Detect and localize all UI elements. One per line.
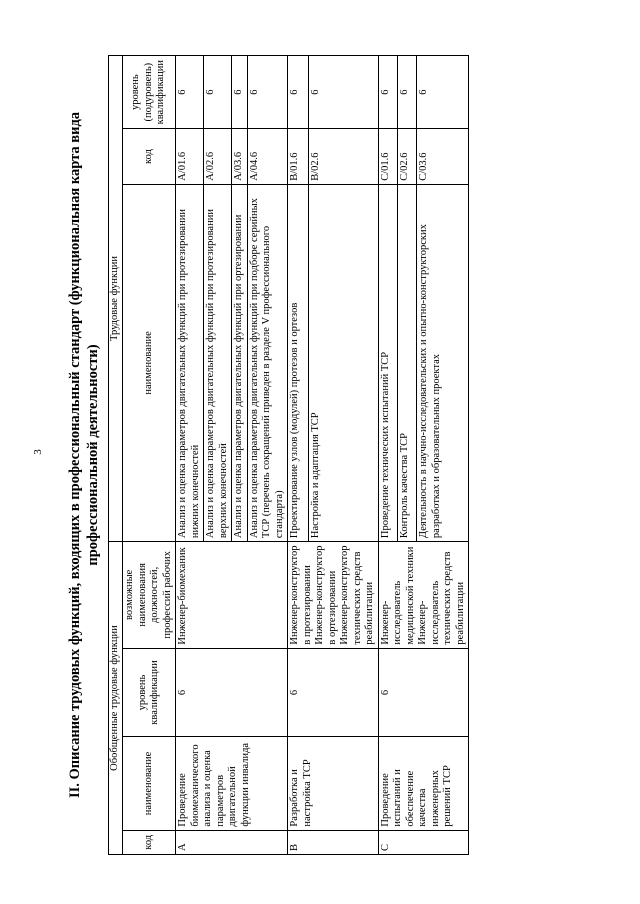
section-title-line-2: профессиональной деятельности) [85,344,101,566]
col-level-header: уровень квалификации [123,648,176,737]
lf-code-cell: C/02.6 [397,129,416,184]
labor-functions-header: Трудовые функции [109,56,123,542]
gf-code-cell: C [378,830,469,854]
col-lf-name-header: наименование [123,184,176,541]
table-row [288,56,309,855]
rotated-page-content [66,55,591,855]
table-row [378,56,397,855]
gf-positions-cell: Инженер-биомеханик [176,542,288,649]
lf-code-cell: A/02.6 [204,129,232,184]
lf-name-cell: Настройка и адаптация ТСР [308,184,378,541]
gf-level-cell: 6 [378,648,469,737]
lf-level-cell: 6 [397,56,416,129]
col-lf-code-header: код [123,129,176,184]
gf-name-cell: Проведение испытаний и обеспечение качества инженерных решений ТСР [378,737,469,830]
generalized-functions-header: Обобщенные трудовые функции [109,542,123,855]
lf-level-cell: 6 [378,56,397,129]
functional-map-table [108,55,469,855]
lf-level-cell: 6 [417,56,469,129]
lf-name-cell: Анализ и оценка параметров двигательных функций при подборе серийных ТСР (перечень сокращений приведен в разделе V профессионального стандарта) [247,184,288,541]
lf-code-cell: A/01.6 [176,129,204,184]
gf-positions-cell: Инженер-исследователь медицинской техники Инженер-исследователь технических средств реабилитации [378,542,469,649]
table-row [176,56,204,855]
lf-level-cell: 6 [176,56,204,129]
lf-code-cell: A/04.6 [247,129,288,184]
gf-name-cell: Проведение биомеханического анализа и оценка параметров двигательной функции инвалида [176,737,288,830]
lf-name-cell: Контроль качества ТСР [397,184,416,541]
lf-level-cell: 6 [232,56,248,129]
gf-level-cell: 6 [176,648,288,737]
gf-name-cell: Разработка и настройка ТСР [288,737,379,830]
lf-code-cell: C/01.6 [378,129,397,184]
lf-name-cell: Анализ и оценка параметров двигательных функций при ортезировании [232,184,248,541]
gf-code-cell: A [176,830,288,854]
lf-code-cell: C/03.6 [417,129,469,184]
gf-level-cell: 6 [288,648,379,737]
lf-level-cell: 6 [247,56,288,129]
lf-level-cell: 6 [288,56,309,129]
lf-name-cell: Проведение технических испытаний ТСР [378,184,397,541]
lf-level-cell: 6 [204,56,232,129]
lf-code-cell: B/01.6 [288,129,309,184]
lf-code-cell: B/02.6 [308,129,378,184]
lf-name-cell: Анализ и оценка параметров двигательных функций при протезировании верхних конечностей [204,184,232,541]
lf-name-cell: Анализ и оценка параметров двигательных функций при протезировании нижних конечностей [176,184,204,541]
col-code-header: код [123,830,176,854]
section-title-line-1: II. Описание трудовых функций, входящих в профессиональный стандарт (функциональная карта вида [67,111,83,799]
col-positions-header: возможные наименования должностей, профессий рабочих [123,542,176,649]
gf-code-cell: B [288,830,379,854]
gf-positions-cell: Инженер-конструктор в протезировании Инженер-конструктор в ортезировании Инженер-конструктор технических средств реабилитации [288,542,379,649]
col-lf-level-header: уровень (подуровень) квалификации [123,56,176,129]
page-number: 3 [31,449,44,455]
section-title [66,55,108,855]
col-name-header: наименование [123,737,176,830]
lf-name-cell: Проектирование узлов (модулей) протезов и ортезов [288,184,309,541]
lf-name-cell: Деятельность в научно-исследовательских и опытно-конструкторских разработках и образовательных проектах [417,184,469,541]
lf-code-cell: A/03.6 [232,129,248,184]
lf-level-cell: 6 [308,56,378,129]
